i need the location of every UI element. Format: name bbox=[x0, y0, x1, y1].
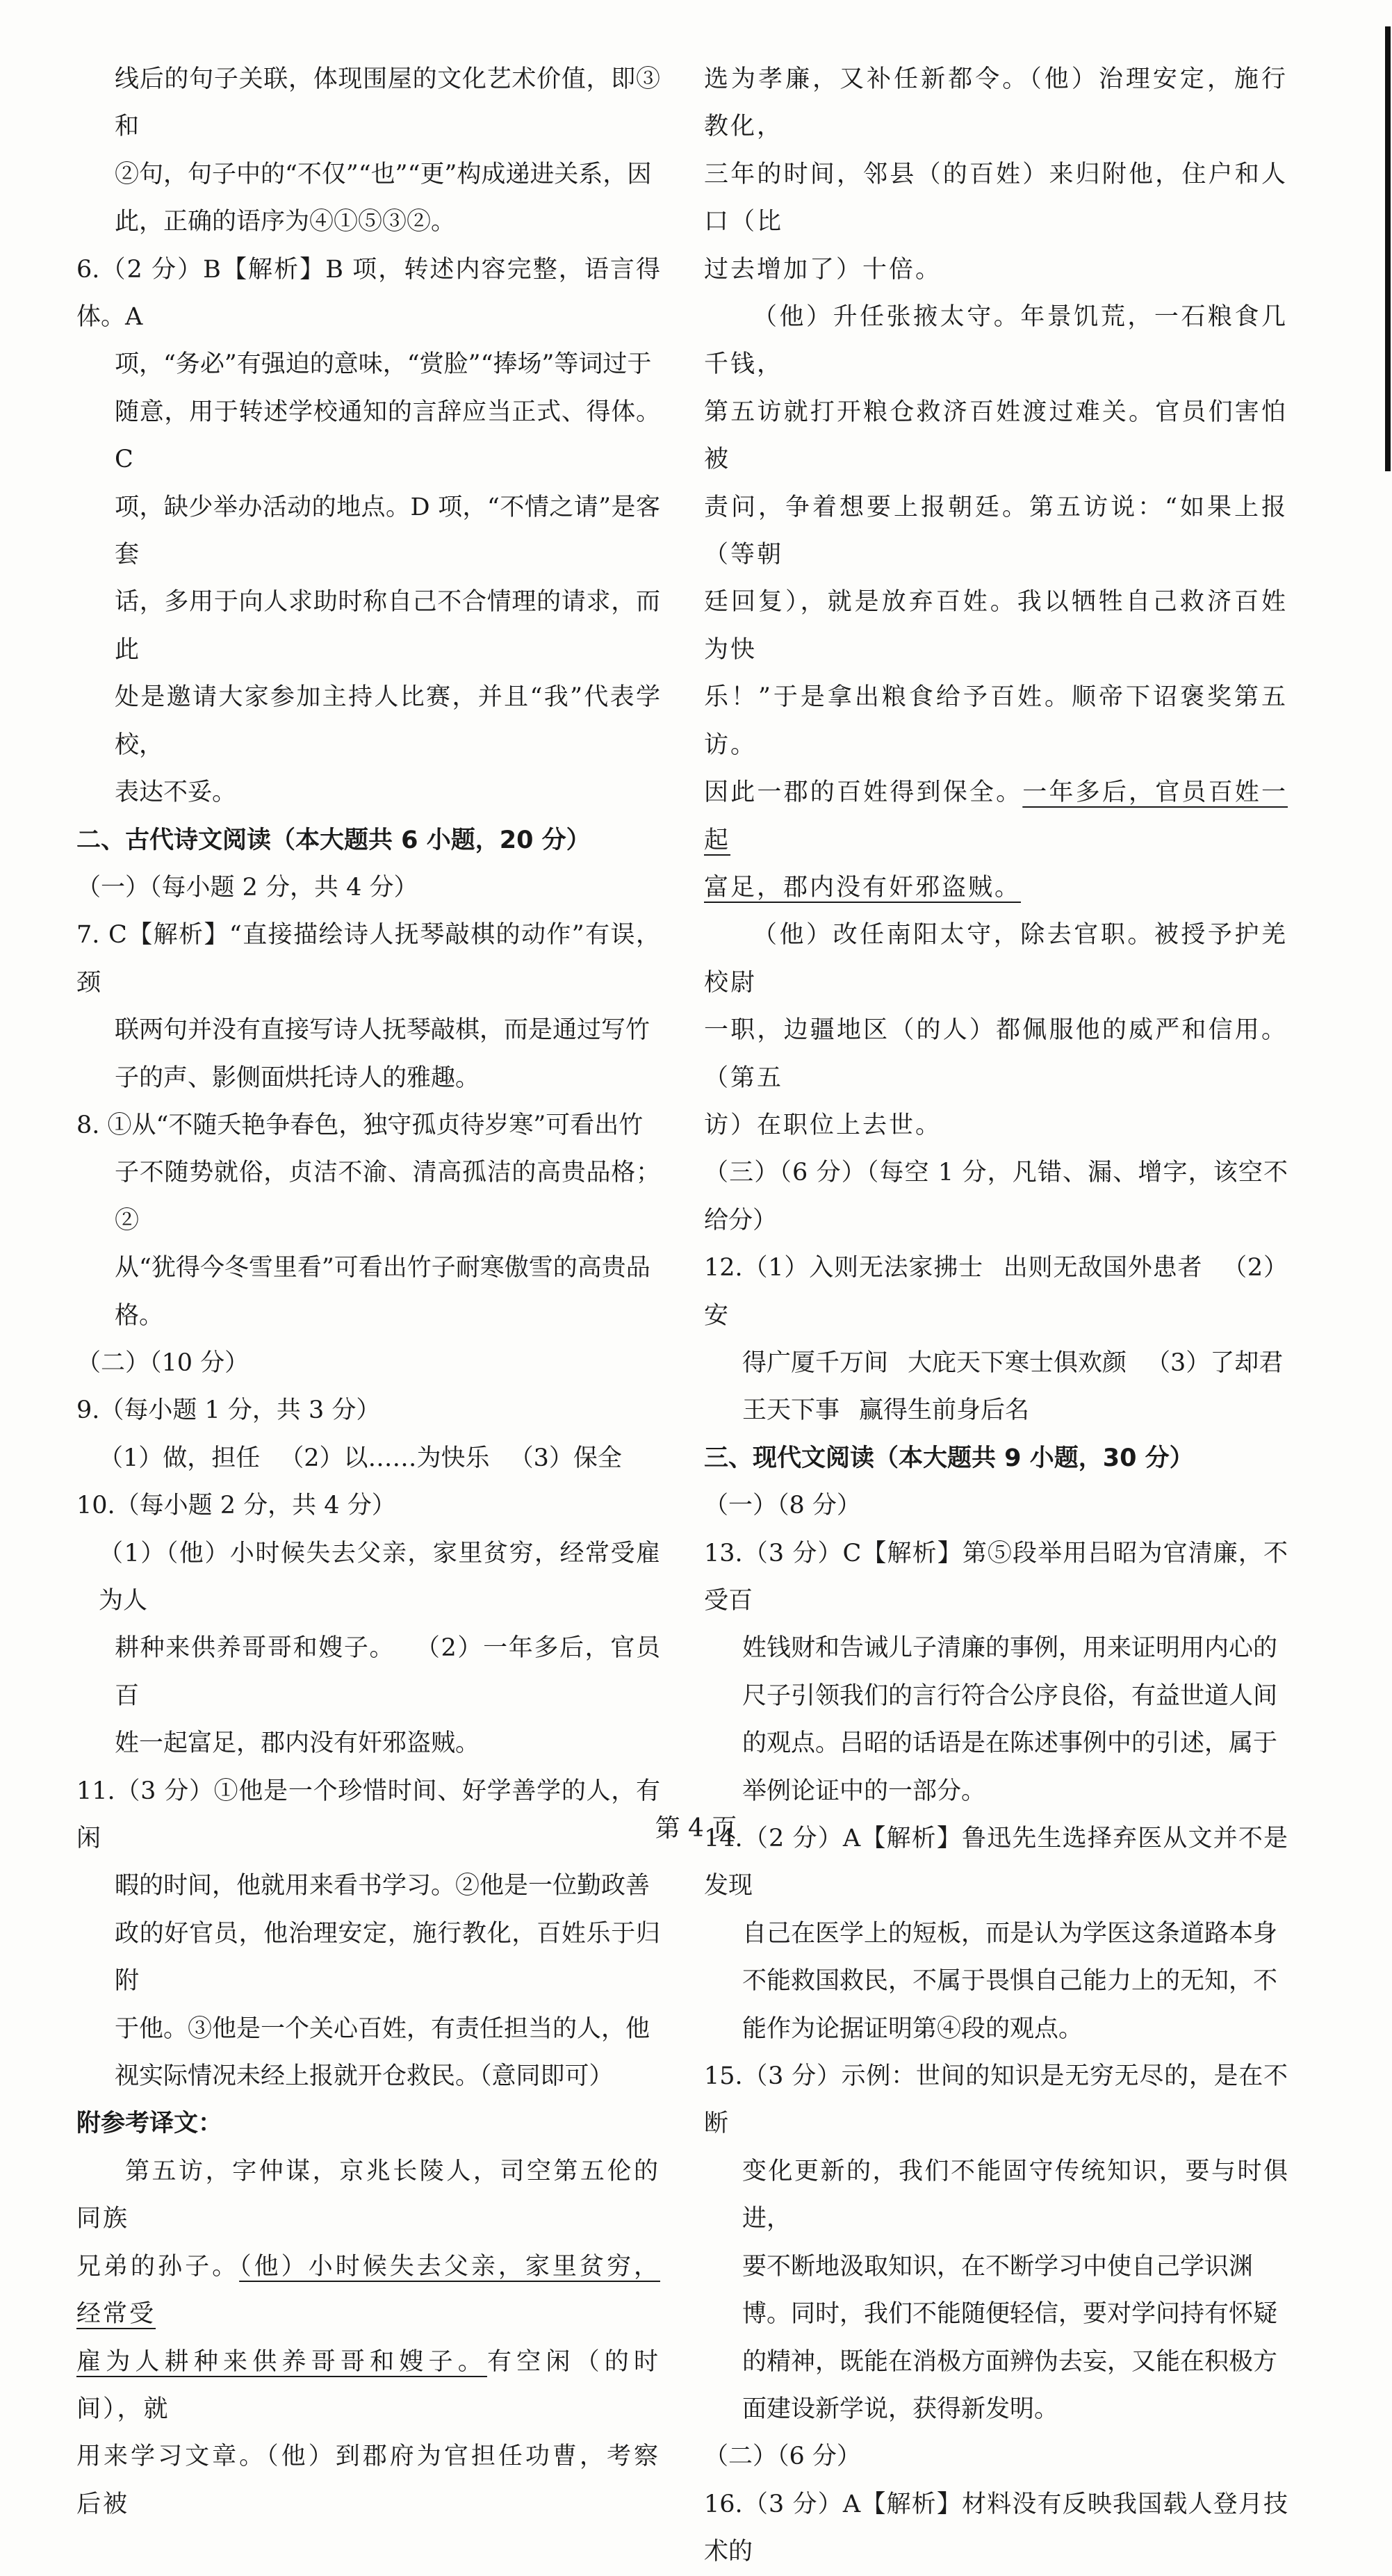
answer-item: 王天下事 bbox=[742, 1396, 840, 1425]
text-line: 项，缺少举办活动的地点。D 项，“不情之请”是客套 bbox=[115, 493, 660, 569]
text-line: 面建设新学说，获得新发明。 bbox=[742, 2395, 1059, 2423]
part-heading: （三）（6 分）（每空 1 分，凡错、漏、增字，该空不给分） bbox=[704, 1159, 1288, 1234]
answer-item: 12.（1）入则无法家拂士 bbox=[704, 1254, 983, 1282]
text-line: 于他。③他是一个关心百姓，有责任担当的人，他 bbox=[115, 2014, 650, 2043]
text-line: 自己在医学上的短板，而是认为学医这条道路本身 bbox=[742, 1919, 1278, 1948]
part-heading: （一）（每小题 2 分，共 4 分） bbox=[76, 873, 418, 902]
text-line: 格。 bbox=[115, 1301, 164, 1330]
text-line: ②句，句子中的“不仅”“也”“更”构成递进关系，因 bbox=[115, 160, 652, 188]
text-line: 的观点。吕昭的话语是在陈述事例中的引述，属于 bbox=[742, 1729, 1278, 1758]
page-number: 第 4 页 bbox=[655, 1814, 737, 1843]
text-line: 能作为论据证明第④段的观点。 bbox=[742, 2014, 1083, 2043]
text-line: 举例论证中的一部分。 bbox=[742, 1777, 986, 1805]
translation-text: 兄弟的孙子。 bbox=[76, 2252, 240, 2281]
question-13: 13.（3 分）C【解析】第⑤段举用吕昭为官清廉，不受百 bbox=[704, 1539, 1288, 1615]
answer-item: （3）了却君 bbox=[1146, 1348, 1284, 1377]
translation-line: 廷回复），就是放弃百姓。我以牺牲自己救济百姓为快 bbox=[704, 588, 1288, 664]
text-line: 不能救国救民，不属于畏惧自己能力上的无知，不 bbox=[742, 1967, 1278, 1996]
underlined-text: 一年多后，官员百姓一起 bbox=[704, 778, 1288, 854]
answer-line bbox=[76, 1435, 660, 1482]
translation-text: 有空闲（的时间），就 bbox=[76, 2347, 660, 2423]
translation-line: 用来学习文章。（他）到郡府为官担任功曹，考察后被 bbox=[76, 2443, 660, 2518]
question-11: 11.（3 分）①他是一个珍惜时间、好学善学的人，有闲 bbox=[76, 1777, 660, 1853]
translation-line: 第五访，字仲谋，京兆长陵人，司空第五伦的同族 bbox=[76, 2157, 660, 2233]
answer-item: 赢得生前身后名 bbox=[859, 1396, 1030, 1425]
section-heading-2: 二、古代诗文阅读（本大题共 6 小题，20 分） bbox=[76, 826, 591, 854]
answer-item: （3）保全 bbox=[509, 1444, 622, 1472]
reference-translation-title: 附参考译文： bbox=[76, 2110, 223, 2138]
translation-line: （他）改任南阳太守，除去官职。被授予护羌校尉 bbox=[704, 921, 1288, 997]
answer-line bbox=[704, 1339, 1288, 1387]
question-15: 15.（3 分）示例：世间的知识是无穷无尽的，是在不断 bbox=[704, 2062, 1288, 2138]
text-line: 子的声、影侧面烘托诗人的雅趣。 bbox=[115, 1063, 480, 1092]
text-line: 要不断地汲取知识，在不断学习中使自己学识渊 bbox=[742, 2252, 1254, 2281]
text-line: 表达不妥。 bbox=[115, 778, 237, 807]
text-line: 变化更新的，我们不能固守传统知识，要与时俱进， bbox=[742, 2157, 1288, 2233]
text-line: 子不随势就俗，贞洁不渝、清高孤洁的高贵品格；② bbox=[115, 1159, 660, 1234]
question-7: 7. C【解析】“直接描绘诗人抚琴敲棋的动作”有误，颈 bbox=[76, 921, 660, 997]
translation-line: 一职，边疆地区（的人）都佩服他的威严和信用。（第五 bbox=[704, 1016, 1288, 1092]
answer-item: （2）一年多后，官员百 bbox=[115, 1634, 660, 1710]
question-8: 8. ①从“不随夭艳争春色，独守孤贞待岁寒”可看出竹 bbox=[76, 1111, 644, 1139]
translation-line bbox=[76, 2243, 660, 2338]
part-heading: （一）（8 分） bbox=[704, 1492, 861, 1520]
text-line: 博。同时，我们不能随便轻信，要对学问持有怀疑 bbox=[742, 2300, 1278, 2329]
text-line: 的精神，既能在消极方面辨伪去妄，又能在积极方 bbox=[742, 2347, 1278, 2376]
translation-line bbox=[704, 864, 1288, 911]
answer-item: 大庇天下寒士俱欢颜 bbox=[908, 1348, 1127, 1377]
left-column bbox=[76, 56, 660, 2528]
page-edge-mark bbox=[1385, 26, 1391, 471]
translation-line: 过去增加了）十倍。 bbox=[704, 255, 942, 284]
section-heading-3: 三、现代文阅读（本大题共 9 小题，30 分） bbox=[704, 1444, 1194, 1472]
text-line: 姓一起富足，郡内没有奸邪盗贼。 bbox=[115, 1729, 480, 1758]
answer-item: 得广厦千万间 bbox=[742, 1348, 889, 1377]
text-line: 此，正确的语序为④①⑤③②。 bbox=[115, 208, 456, 236]
question-10: 10.（每小题 2 分，共 4 分） bbox=[76, 1492, 396, 1520]
text-line: 姓钱财和告诫儿子清廉的事例，用来证明用内心的 bbox=[742, 1634, 1278, 1663]
translation-line bbox=[76, 2338, 660, 2434]
text-line: 联两句并没有直接写诗人抚琴敲棋，而是通过写竹 bbox=[115, 1016, 650, 1045]
text-line: 处是邀请大家参加主持人比赛，并且“我”代表学校， bbox=[115, 683, 660, 759]
answer-line bbox=[704, 1387, 1288, 1434]
answer-item: （1）做，担任 bbox=[99, 1444, 261, 1472]
translation-line: （他）升任张掖太守。年景饥荒，一石粮食几千钱， bbox=[704, 303, 1288, 379]
question-9: 9.（每小题 1 分，共 3 分） bbox=[76, 1396, 381, 1425]
part-heading: （二）（10 分） bbox=[76, 1348, 249, 1377]
answer-line bbox=[76, 1624, 660, 1720]
answer-item: 出则无敌国外患者 bbox=[1002, 1254, 1203, 1282]
translation-text: 因此一郡的百姓得到保全。 bbox=[704, 778, 1023, 807]
translation-line: 责问，争着想要上报朝廷。第五访说：“如果上报（等朝 bbox=[704, 493, 1288, 569]
text-line: 线后的句子关联，体现围屋的文化艺术价值，即③和 bbox=[115, 65, 660, 141]
text-line: 从“犹得今冬雪里看”可看出竹子耐寒傲雪的高贵品 bbox=[115, 1254, 650, 1282]
translation-line: 第五访就打开粮仓救济百姓渡过难关。官员们害怕被 bbox=[704, 398, 1288, 474]
translation-line: 乐！”于是拿出粮食给予百姓。顺帝下诏褒奖第五访。 bbox=[704, 683, 1288, 759]
underlined-text: 雇为人耕种来供养哥哥和嫂子。 bbox=[76, 2347, 487, 2376]
translation-line: 选为孝廉，又补任新都令。（他）治理安定，施行教化， bbox=[704, 65, 1288, 141]
part-heading: （二）（6 分） bbox=[704, 2443, 861, 2471]
translation-line: 访）在职位上去世。 bbox=[704, 1111, 942, 1139]
question-14: 14.（2 分）A【解析】鲁迅先生选择弃医从文并不是发现 bbox=[704, 1825, 1288, 1900]
answer-item: 耕种来供养哥哥和嫂子。 bbox=[115, 1634, 395, 1663]
text-line: 随意，用于转述学校通知的言辞应当正式、得体。C bbox=[115, 398, 660, 474]
text-line: 项，“务必”有强迫的意味，“赏脸”“捧场”等词过于 bbox=[115, 350, 652, 379]
underlined-text: （他）小时候失去父亲，家里贫穷，经常受 bbox=[76, 2252, 660, 2329]
text-line: （1）（他）小时候失去父亲，家里贫穷，经常受雇为人 bbox=[99, 1539, 660, 1615]
answer-item: （2）安 bbox=[704, 1254, 1288, 1330]
right-column bbox=[704, 56, 1288, 2576]
text-line: 尺子引领我们的言行符合公序良俗，有益世道人间 bbox=[742, 1681, 1278, 1710]
translation-line: 三年的时间，邻县（的百姓）来归附他，住户和人口（比 bbox=[704, 160, 1288, 236]
text-line: 视实际情况未经上报就开仓救民。（意同即可） bbox=[115, 2062, 614, 2091]
question-12 bbox=[704, 1244, 1288, 1339]
translation-line bbox=[704, 769, 1288, 864]
text-line: 政的好官员，他治理安定，施行教化，百姓乐于归附 bbox=[115, 1919, 660, 1996]
underlined-text: 富足，郡内没有奸邪盗贼。 bbox=[704, 873, 1022, 902]
text-line: 话，多用于向人求助时称自己不合情理的请求，而此 bbox=[115, 588, 660, 664]
question-6: 6.（2 分）B【解析】B 项，转述内容完整，语言得体。A bbox=[76, 255, 660, 332]
answer-item: （2）以……为快乐 bbox=[279, 1444, 490, 1472]
question-16: 16.（3 分）A【解析】材料没有反映我国载人登月技术的 bbox=[704, 2490, 1288, 2566]
text-line: 暇的时间，他就用来看书学习。②他是一位勤政善 bbox=[115, 1872, 650, 1900]
